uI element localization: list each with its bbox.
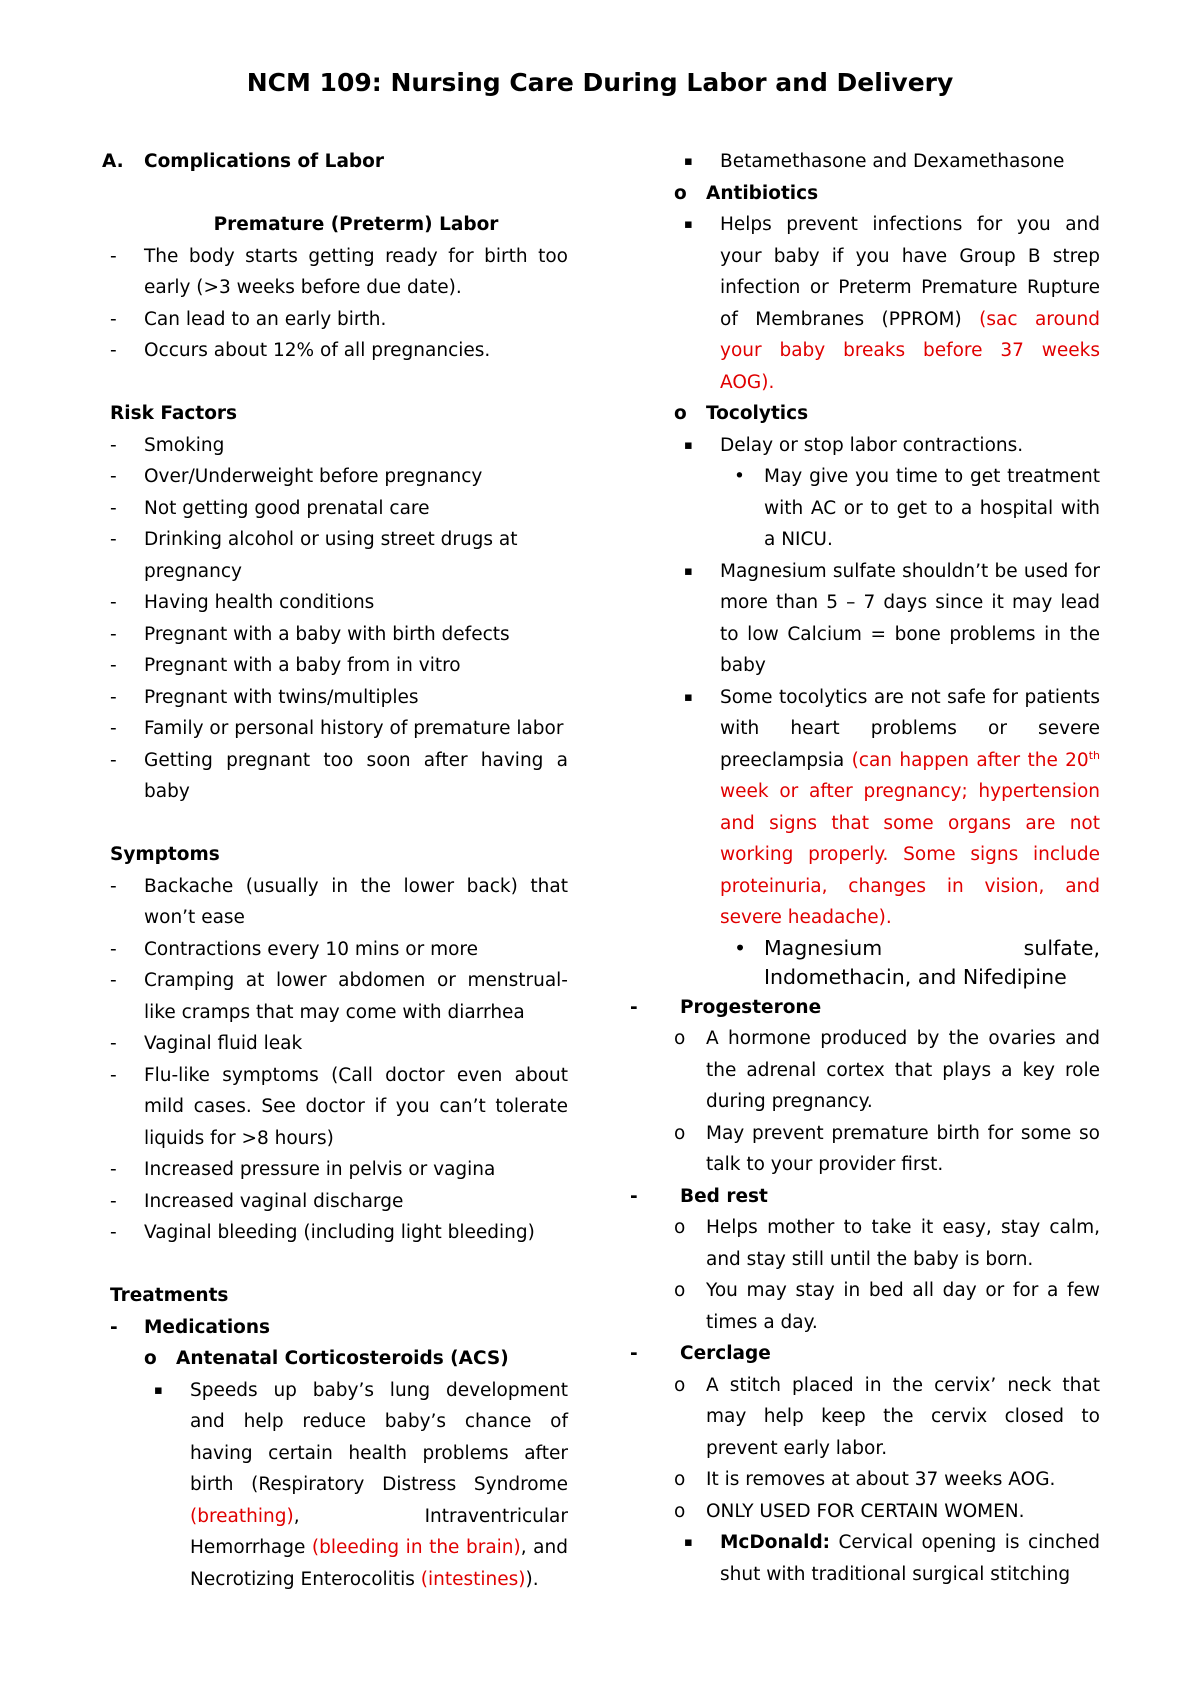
risk-item <box>110 524 568 587</box>
risk-item-text: Drinking alcohol or using street drugs at pregnancy <box>144 529 518 582</box>
cerclage-subitem-text: ONLY USED FOR CERTAIN WOMEN. <box>706 1500 1025 1522</box>
symptom-item-text: Increased pressure in pelvis or vagina <box>144 1159 496 1180</box>
acs-drugs-text: Betamethasone and Dexamethasone <box>720 151 1065 172</box>
risk-item <box>110 713 568 745</box>
circle-marker: o <box>674 1122 686 1144</box>
cerclage-label: Cerclage <box>680 1343 771 1364</box>
progesterone-subitem-text: A hormone produced by the ovaries and the adrenal cortex that plays a key role during pregnancy. <box>706 1028 1100 1112</box>
symptom-item <box>110 1154 568 1186</box>
safety-text-red: week or after pregnancy; hypertension and signs that some organs are not working properly. Some signs include proteinuria, changes in vision, and severe headache). <box>720 781 1100 928</box>
risk-item <box>110 430 568 462</box>
symptom-item-text: Flu-like symptoms (Call doctor even about mild cases. See doctor if you can’t tolerate liquids for >8 hours) <box>144 1064 568 1149</box>
dash-marker: - <box>110 497 117 519</box>
antibiotics-text-part: Helps prevent infections for you and your baby if you have Group B strep infection or Preterm Premature Rupture of Membranes (PPROM) <box>720 214 1100 330</box>
antibiotics-text-red: (sac around your baby breaks before 37 weeks AOG). <box>720 308 1100 393</box>
symptoms-heading: Symptoms <box>110 844 220 865</box>
symptom-item <box>110 1217 568 1249</box>
progesterone-subitem <box>640 1023 1100 1118</box>
preterm-item <box>110 241 568 304</box>
acs-text-red: (breathing) <box>190 1505 294 1527</box>
bedrest-subitem <box>640 1212 1100 1275</box>
square-bullet-icon: ▪ <box>684 689 693 705</box>
dash-marker: - <box>110 655 117 676</box>
acs-text-part: ). <box>525 1568 539 1590</box>
circle-marker: o <box>674 1469 686 1490</box>
cerclage-subitem <box>640 1464 1100 1496</box>
circle-marker: o <box>674 1280 686 1301</box>
safety-text-part: Some tocolytics are not safe for patients with heart problems or severe preeclampsia <box>720 686 1100 771</box>
preterm-item-text: The body starts getting ready for birth too early (>3 weeks before due date). <box>144 245 568 298</box>
left-column <box>102 146 568 1595</box>
acs-text-part: , and Necrotizing Enterocolitis <box>190 1537 568 1590</box>
dash-marker: - <box>110 718 117 739</box>
risk-item-text: Not getting good prenatal care <box>144 497 430 519</box>
dash-marker: - <box>630 1185 638 1207</box>
circle-marker: o <box>674 1374 686 1396</box>
progesterone-label: Progesterone <box>680 996 822 1018</box>
safety-text <box>720 682 1100 934</box>
bullet-icon: • <box>734 935 747 960</box>
circle-marker: o <box>674 1028 686 1049</box>
dash-marker: - <box>110 686 117 708</box>
dash-marker: - <box>110 1190 117 1212</box>
progesterone-item <box>630 992 1100 1024</box>
antibiotics-description <box>640 209 1100 398</box>
square-bullet-icon: ▪ <box>154 1382 163 1398</box>
cerclage-subitem-text: A stitch placed in the cervix’ neck that may help keep the cervix closed to prevent early labor. <box>706 1374 1100 1459</box>
dash-marker: - <box>110 340 117 361</box>
acs-text-part: Speeds up baby’s lung development and help reduce baby’s chance of having certain health problems after birth (Respiratory Distress Syndrome <box>190 1379 568 1495</box>
acs-text-red: (bleeding in the brain) <box>311 1537 521 1558</box>
safety-text-red: (can happen after the 20 <box>851 749 1089 771</box>
symptom-item-text: Vaginal bleeding (including light bleeding) <box>144 1222 535 1243</box>
square-bullet-icon: ▪ <box>684 217 693 232</box>
bedrest-subitem-text: Helps mother to take it easy, stay calm, and stay still until the baby is born. <box>706 1217 1100 1270</box>
tocolytic-drugs-item <box>640 934 1100 992</box>
bedrest-label: Bed rest <box>680 1185 768 1207</box>
mcdonald-description: Cervical opening is cinched shut with traditional surgical stitching <box>720 1532 1100 1585</box>
risk-item <box>110 650 568 682</box>
risk-item <box>110 619 568 651</box>
risk-item-text: Getting pregnant too soon after having a baby <box>144 749 568 802</box>
bullet-icon: • <box>734 466 745 487</box>
symptom-item <box>110 1028 568 1060</box>
risk-item-text: Pregnant with a baby from in vitro <box>144 655 461 676</box>
risk-item <box>110 493 568 525</box>
cerclage-subitem <box>640 1496 1100 1528</box>
dash-marker: - <box>110 875 117 897</box>
risk-factors-heading: Risk Factors <box>110 403 238 424</box>
dash-marker: - <box>110 308 117 330</box>
dash-marker: - <box>110 938 117 960</box>
acs-text-part: , Intraventricular Hemorrhage <box>190 1505 568 1558</box>
right-column <box>630 146 1100 1590</box>
page-title: NCM 109: Nursing Care During Labor and Delivery <box>246 68 954 97</box>
risk-item-text: Pregnant with a baby with birth defects <box>144 623 510 645</box>
risk-item <box>110 461 568 493</box>
preterm-list <box>110 241 568 367</box>
symptom-item-text: Cramping at lower abdomen or menstrual-like cramps that may come with diarrhea <box>144 970 568 1023</box>
risk-item-text: Smoking <box>144 434 225 456</box>
dash-marker: - <box>110 749 117 771</box>
tocolytics-label: Tocolytics <box>706 403 809 424</box>
symptom-item <box>110 965 568 1028</box>
circle-marker: o <box>674 1217 686 1238</box>
dash-marker: - <box>110 623 117 645</box>
antibiotics-description-text <box>720 209 1100 398</box>
medications-item <box>110 1312 568 1344</box>
symptom-item <box>110 1060 568 1155</box>
mcdonald-text <box>720 1527 1100 1590</box>
preterm-item-text: Can lead to an early birth. <box>144 308 387 330</box>
magnesium-item <box>640 556 1100 682</box>
dash-marker: - <box>110 592 117 613</box>
square-bullet-icon: ▪ <box>684 437 693 453</box>
dash-marker: - <box>110 466 117 487</box>
dash-marker: - <box>110 1222 117 1243</box>
tocolytics-delay-item <box>640 430 1100 462</box>
antibiotics-label: Antibiotics <box>706 182 819 204</box>
preterm-item <box>110 304 568 336</box>
circle-marker: o <box>674 403 687 424</box>
progesterone-subitem-text: May prevent premature birth for some so talk to your provider first. <box>706 1122 1100 1175</box>
tocolytics-item <box>640 398 1100 430</box>
dash-marker: - <box>630 996 638 1018</box>
symptom-item <box>110 871 568 934</box>
bedrest-item <box>630 1181 1100 1213</box>
preterm-heading: Premature (Preterm) Labor <box>213 214 499 235</box>
cerclage-subitem-text: It is removes at about 37 weeks AOG. <box>706 1469 1056 1490</box>
bedrest-subitem-text: You may stay in bed all day or for a few times a day. <box>706 1280 1100 1333</box>
acs-description-text <box>190 1375 568 1596</box>
tocolytics-time-text: May give you time to get treatment with AC or to get to a hospital with a NICU. <box>764 466 1100 550</box>
dash-marker: - <box>110 529 117 550</box>
tocolytic-drugs-text: Magnesium sulfate, Indomethacin, and Nifedipine <box>764 935 1100 989</box>
dash-marker: - <box>110 970 117 991</box>
tocolytics-time-item <box>640 461 1100 556</box>
risk-item-text: Over/Underweight before pregnancy <box>144 466 483 487</box>
square-bullet-icon: ▪ <box>684 563 693 579</box>
symptom-item <box>110 934 568 966</box>
circle-marker: o <box>674 1500 686 1522</box>
symptom-item-text: Contractions every 10 mins or more <box>144 938 478 960</box>
preterm-item <box>110 335 568 367</box>
dash-marker: - <box>630 1343 638 1364</box>
circle-marker: o <box>674 182 687 204</box>
risk-factors-list <box>110 430 568 808</box>
risk-item <box>110 682 568 714</box>
risk-item-text: Having health conditions <box>144 592 375 613</box>
acs-item <box>110 1343 568 1375</box>
antibiotics-item <box>640 178 1100 210</box>
tocolytics-delay-text: Delay or stop labor contractions. <box>720 434 1024 456</box>
section-a-marker: A. <box>102 151 124 172</box>
section-a-label: Complications of Labor <box>144 151 385 172</box>
magnesium-text: Magnesium sulfate shouldn’t be used for more than 5 – 7 days since it may lead to low Calcium = bone problems in the baby <box>720 560 1100 676</box>
treatments-heading: Treatments <box>110 1285 229 1306</box>
cerclage-subitem <box>640 1370 1100 1465</box>
dash-marker: - <box>110 1316 118 1338</box>
progesterone-subitem <box>640 1118 1100 1181</box>
risk-item-text: Family or personal history of premature labor <box>144 718 564 739</box>
mcdonald-item <box>640 1527 1100 1590</box>
symptom-item-text: Increased vaginal discharge <box>144 1190 404 1212</box>
dash-marker: - <box>110 434 117 456</box>
acs-description <box>110 1375 568 1596</box>
mcdonald-label: McDonald: <box>720 1532 831 1553</box>
preterm-item-text: Occurs about 12% of all pregnancies. <box>144 340 491 361</box>
cerclage-item <box>630 1338 1100 1370</box>
safety-text-sup: th <box>1088 748 1100 762</box>
acs-text-red: (intestines) <box>420 1568 526 1590</box>
dash-marker: - <box>110 1033 117 1054</box>
dash-marker: - <box>110 245 117 267</box>
bedrest-subitem <box>640 1275 1100 1338</box>
medications-label: Medications <box>144 1316 271 1338</box>
risk-item <box>110 587 568 619</box>
circle-marker: o <box>144 1348 157 1369</box>
safety-item <box>640 682 1100 934</box>
symptoms-list <box>110 871 568 1249</box>
risk-item-text: Pregnant with twins/multiples <box>144 686 419 708</box>
square-bullet-icon: ▪ <box>684 1535 693 1550</box>
symptom-item-text: Backache (usually in the lower back) that won’t ease <box>144 875 568 928</box>
dash-marker: - <box>110 1064 117 1086</box>
acs-label: Antenatal Corticosteroids (ACS) <box>176 1348 509 1369</box>
risk-item <box>110 745 568 808</box>
section-a-heading <box>102 146 568 178</box>
symptom-item-text: Vaginal fluid leak <box>144 1033 303 1054</box>
symptom-item <box>110 1186 568 1218</box>
dash-marker: - <box>110 1159 117 1180</box>
square-bullet-icon: ▪ <box>684 154 693 169</box>
acs-drugs-item <box>640 146 1100 178</box>
